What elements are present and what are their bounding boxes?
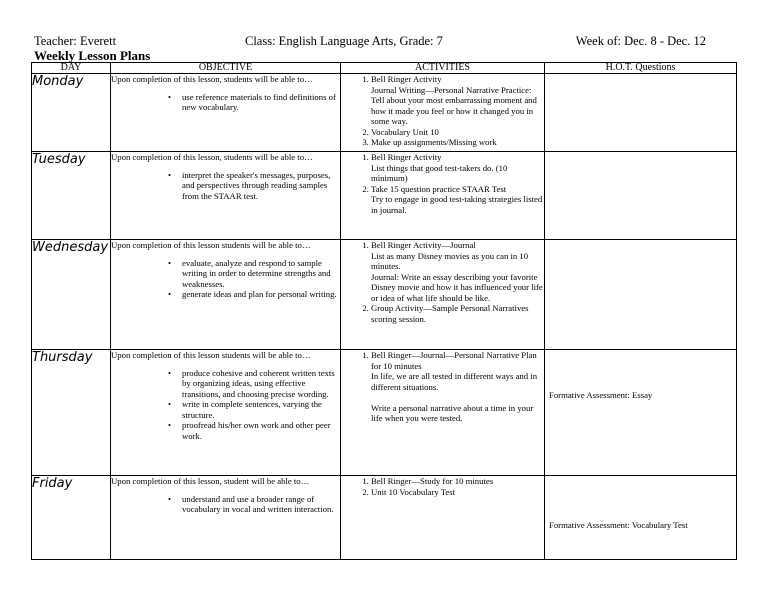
activities-cell [341,240,545,350]
activity-list [341,350,544,424]
activity-item [371,127,544,138]
objective-cell [111,152,341,240]
hot-cell [545,74,737,152]
objective-intro: Upon completion of this lesson students will be able to… [111,240,311,250]
objective-cell [111,476,341,560]
activity-line: 3. Make up assignments/Missing work [371,137,497,147]
hot-cell [545,240,737,350]
activity-list [341,476,544,497]
activity-line: List as many Disney movies as you can in 10 minutes. [371,250,529,271]
activity-list [341,240,544,324]
day-cell: Tuesday [32,152,111,240]
day-cell: Monday [32,74,111,152]
hot-cell [545,476,737,560]
objective-cell [111,350,341,476]
activity-item [371,303,544,324]
document-title: Weekly Lesson Plans [34,48,151,63]
activities-cell [341,476,545,560]
activity-line: List things that good test-takers do. (10 minimum) [371,162,508,183]
objective-item: • use reference materials to find definitions of new vocabulary. [182,92,340,113]
activities-cell [341,152,545,240]
activity-item [371,350,544,424]
day-cell: Friday [32,476,111,560]
objective-list [111,92,340,113]
activity-line: 1. Bell Ringer—Journal—Personal Narrative Plan for 10 minutes [371,350,537,371]
activity-line: Write a personal narrative about a time in your life when you were tested. [371,402,534,423]
column-header-objective: OBJECTIVE [111,63,341,74]
objective-intro: Upon completion of this lesson, students will be able to… [111,74,313,84]
activity-line: Journal: Write an essay describing your favorite Disney movie and how it has influenced your life or idea of what life should be like. [371,271,543,303]
activity-line: Journal Writing—Personal Narrative Practice: Tell about your most embarrassing moment and how it made you feel or how it changed you in some way. [371,84,537,126]
activity-line: 2. Take 15 question practice STAAR Test [371,183,507,194]
hot-cell [545,152,737,240]
activity-item [371,184,544,216]
activity-item [371,240,544,303]
hot-question: Formative Assessment: Vocabulary Test [549,520,688,530]
activity-item [371,487,544,498]
objective-item: • interpret the speaker's messages, purposes, and perspectives through reading samples from the STAAR test. [182,170,340,202]
activity-line: 2. Group Activity—Sample Personal Narratives scoring session. [371,303,529,324]
teacher-label: Teacher: Everett [34,34,117,48]
objective-intro: Upon completion of this lesson, students will be able to… [111,152,313,162]
objective-item: • evaluate, analyze and respond to sample writing in order to determine strengths and weaknesses. [182,258,340,290]
activity-line: Try to engage in good test-taking strategies listed in journal. [371,194,543,215]
activity-item [371,476,544,487]
activity-line: In life, we are all tested in different ways and in different situations. [371,371,538,392]
activity-line: 1. Bell Ringer Activity [371,152,442,162]
objective-item: • generate ideas and plan for personal writing. [182,289,340,300]
activity-item [371,152,544,184]
objective-list [111,258,340,300]
objective-cell [111,74,341,152]
day-cell: Wednesday [32,240,111,350]
table-row [32,476,737,560]
objective-list [111,368,340,442]
column-header-activities: ACTIVITIES [341,63,545,74]
table-row [32,240,737,350]
table-row [32,152,737,240]
activity-line: 1. Bell Ringer—Study for 10 minutes [371,476,494,486]
week-range: Week of: Dec. 8 - Dec. 12 [575,34,706,48]
objective-cell [111,240,341,350]
objective-intro: Upon completion of this lesson students will be able to… [111,350,311,360]
objective-list [111,170,340,202]
table-row [32,350,737,476]
table-header-row [32,63,737,74]
objective-item: • understand and use a broader range of vocabulary in vocal and written interaction. [182,494,340,515]
objective-list [111,494,340,515]
activity-line: 2. Vocabulary Unit 10 [371,126,439,137]
activity-list [341,74,544,148]
day-cell: Thursday [32,350,111,476]
activity-item [371,74,544,127]
column-header-day: DAY [32,63,111,74]
hot-question: Formative Assessment: Essay [549,390,653,400]
hot-cell [545,350,737,476]
objective-item: • produce cohesive and coherent written texts by organizing ideas, using effective transitions, and choosing precise wording. [182,368,340,400]
lesson-plan-table [31,62,737,560]
activity-line: 1. Bell Ringer Activity—Journal [371,240,476,250]
objective-item: • proofread his/her own work and other peer work. [182,420,340,441]
class-info: Class: English Language Arts, Grade: 7 [245,34,443,48]
objective-item: • write in complete sentences, varying the structure. [182,399,340,420]
activity-line: 1. Bell Ringer Activity [371,74,442,84]
objective-intro: Upon completion of this lesson, student will be able to… [111,476,310,486]
column-header-hot: H.O.T. Questions [545,63,737,74]
activity-item [371,137,544,148]
activity-list [341,152,544,215]
activities-cell [341,350,545,476]
table-row [32,74,737,152]
activities-cell [341,74,545,152]
activity-line: 2. Unit 10 Vocabulary Test [371,486,456,497]
